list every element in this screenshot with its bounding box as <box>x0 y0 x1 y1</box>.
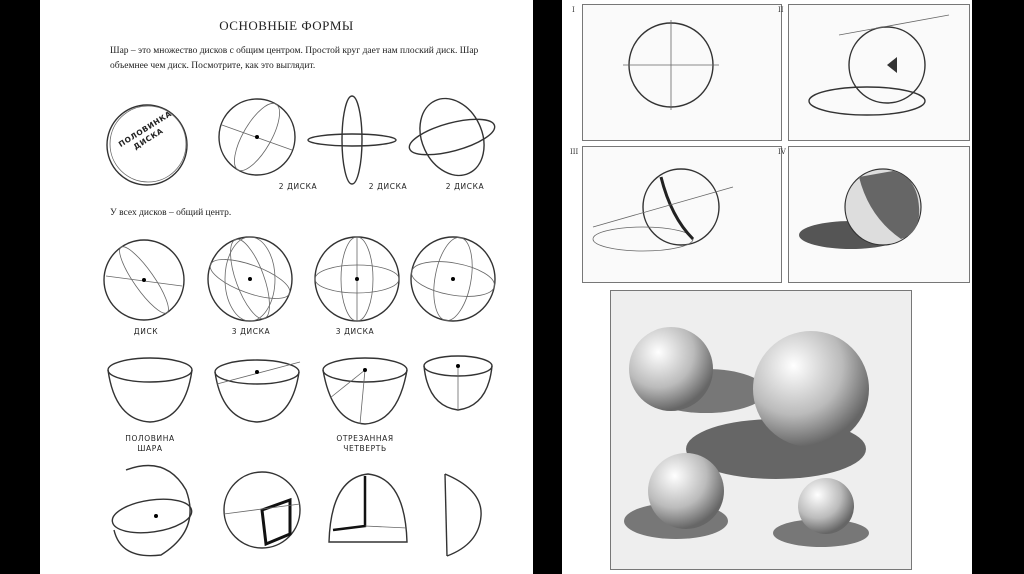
caption-half-disk: ПОЛОВИНКА ДИСКА <box>116 109 174 152</box>
caption-two-disks-1: 2 ДИСКА <box>278 182 318 191</box>
panel-1-sphere-outline <box>583 5 781 140</box>
panel-1-number: I <box>572 6 575 14</box>
page-title: ОСНОВНЫЕ ФОРМЫ <box>219 18 354 33</box>
caption-three-disks-2: 3 ДИСКА <box>335 327 375 336</box>
sphere-cut-drawing-2 <box>220 464 304 556</box>
intro-text: Шар – это множество дисков с общим центром. Простой круг дает нам плоский диск. Шар объемнее чем диск. Посмотрите, как это выглядит. <box>110 46 479 71</box>
sphere-two-disks-1-drawing <box>212 95 302 185</box>
panel-3-number: III <box>570 148 579 156</box>
two-disks-crossed-drawing <box>305 92 400 187</box>
panel-4-frame <box>788 146 970 283</box>
disk-sphere-drawing <box>100 236 188 324</box>
panel-2-frame <box>788 4 970 141</box>
panel-4-number: IV <box>778 148 786 156</box>
half-disk-side-drawing <box>435 470 485 560</box>
half-sphere-drawing <box>105 356 195 426</box>
caption-three-disks-1: 3 ДИСКА <box>231 327 271 336</box>
four-shaded-spheres <box>611 291 911 569</box>
caption-cut-quarter-line1: ОТРЕЗАННАЯ <box>336 434 394 443</box>
common-center-note: У всех дисков – общий центр. <box>110 208 232 218</box>
panel-4-sphere-shaded <box>789 147 969 282</box>
panel-2-number: II <box>778 6 784 14</box>
three-disks-sphere-2-drawing <box>312 234 402 324</box>
panel-1-frame <box>582 4 782 141</box>
caption-half-sphere-line1: ПОЛОВИНА <box>125 434 175 443</box>
caption-half-sphere <box>120 434 180 454</box>
caption-cut-quarter-line2: ЧЕТВЕРТЬ <box>343 444 387 453</box>
two-disks-tilted-drawing <box>405 92 500 187</box>
panel-3-frame <box>582 146 782 283</box>
caption-two-disks-3: 2 ДИСКА <box>445 182 485 191</box>
sphere-multiple-disks-drawing <box>408 234 498 324</box>
half-sphere-marked-drawing <box>212 354 302 426</box>
panel-3-sphere-shading-start <box>583 147 781 282</box>
caption-two-disks-2: 2 ДИСКА <box>368 182 408 191</box>
sphere-cut-drawing-1 <box>106 460 198 560</box>
caption-half-sphere-line2: ШАРА <box>137 444 163 453</box>
panel-2-sphere-disk <box>789 5 969 140</box>
right-page <box>562 0 972 574</box>
cut-quarter-drawing <box>320 350 410 430</box>
spheres-composition-frame <box>610 290 912 570</box>
caption-cut-quarter <box>330 434 400 454</box>
quarter-sphere-drawing <box>420 352 496 416</box>
quarter-cut-drawing <box>325 468 411 550</box>
three-disks-sphere-1-drawing <box>205 234 295 324</box>
caption-disk: ДИСК <box>133 327 159 336</box>
left-page <box>40 0 533 574</box>
